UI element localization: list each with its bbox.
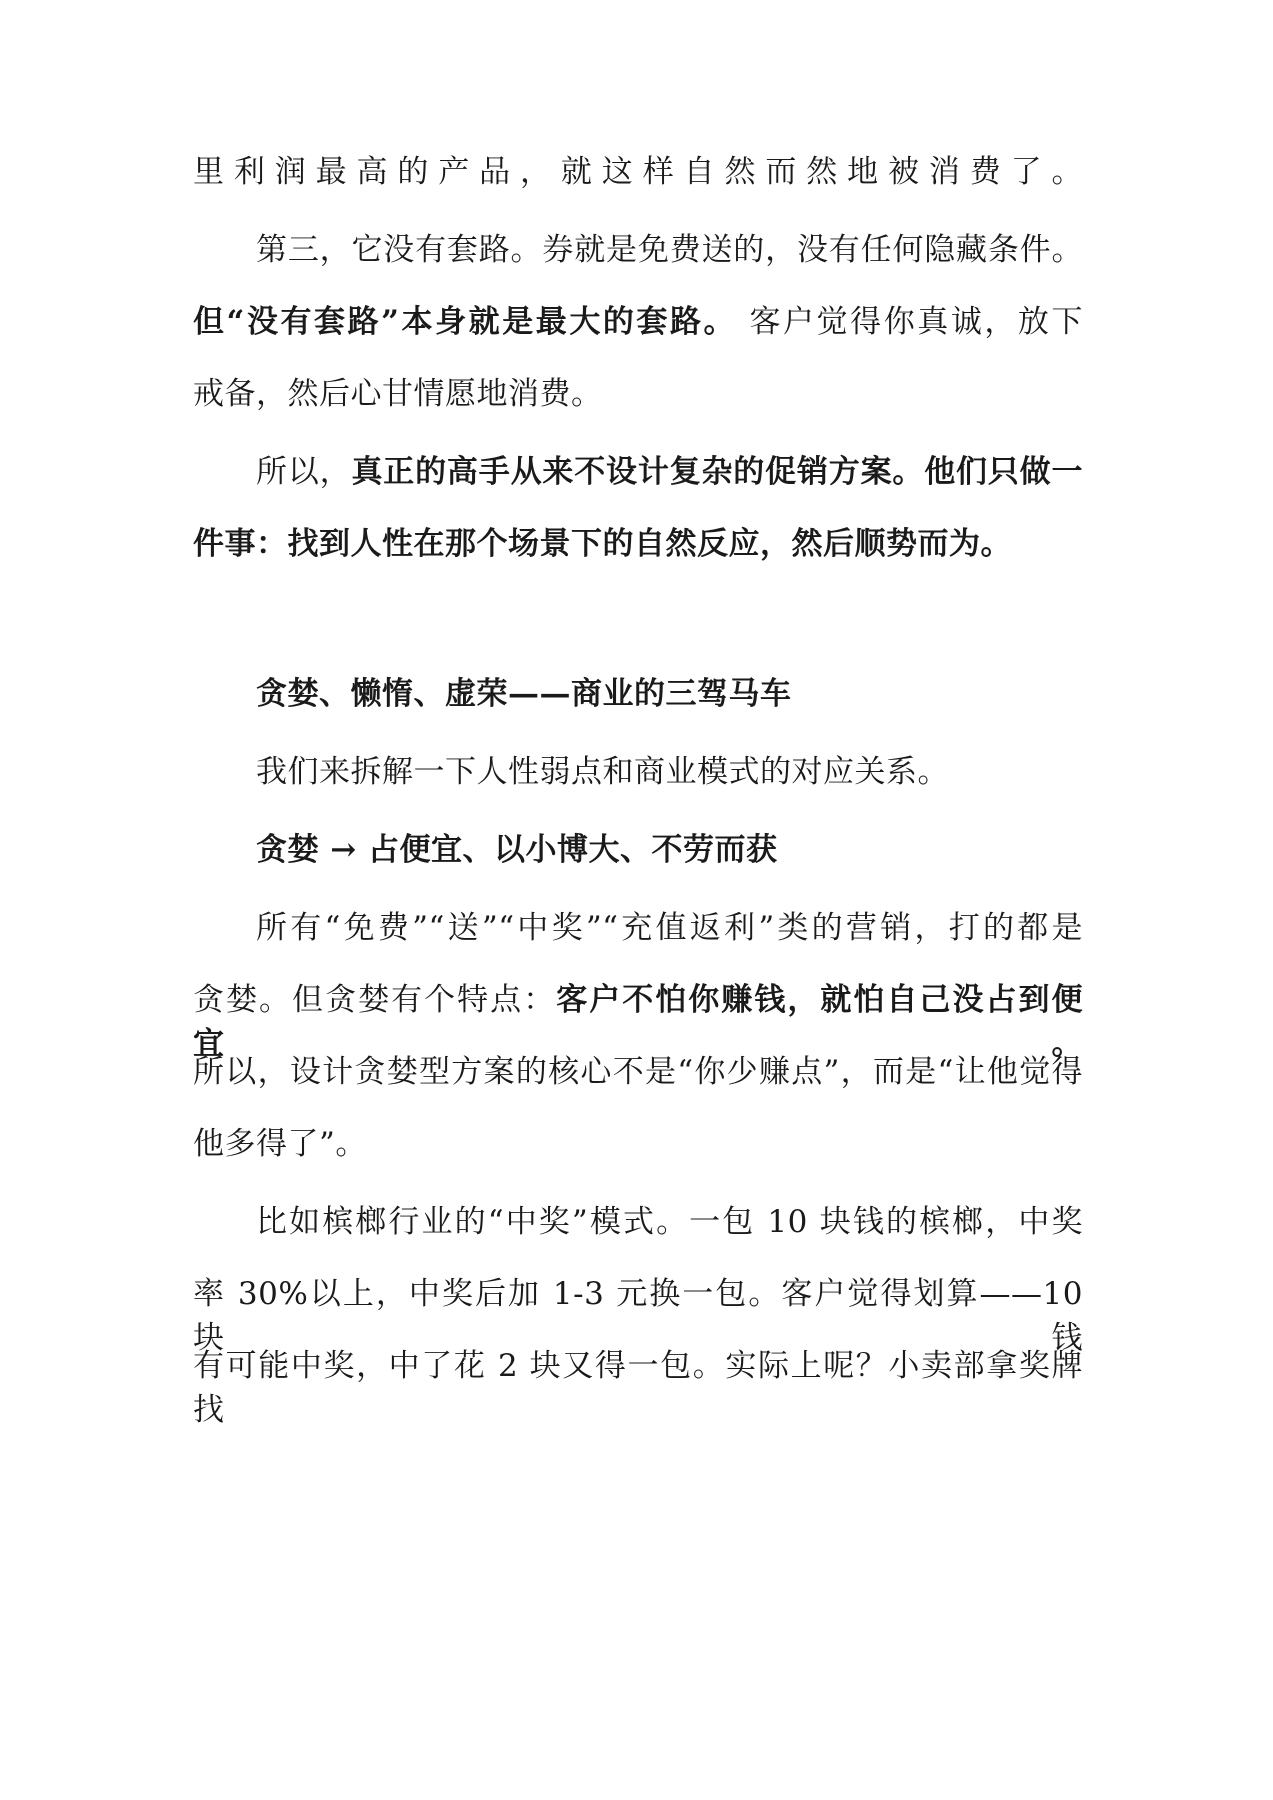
text-span: 第三，它没有套路。券就是免费送的，没有任何隐藏条件。 xyxy=(256,232,1083,268)
paragraph-line xyxy=(256,906,1083,950)
text-span: 戒备，然后心甘情愿地消费。 xyxy=(193,376,603,412)
paragraph-line xyxy=(256,1200,1083,1244)
paragraph-line xyxy=(193,372,1083,416)
paragraph-line xyxy=(193,1050,1083,1094)
text-span: 里利润最高的产品，就这样自然而然地被消费了。 xyxy=(193,154,1083,190)
paragraph-line xyxy=(193,978,1084,1062)
paragraph-line xyxy=(193,1122,1083,1166)
paragraph-line xyxy=(193,522,1083,566)
text-span: 率 30%以上，中奖后加 1-3 元换一包。客户觉得划算——10 块钱 xyxy=(193,1276,1083,1356)
text-span: 他多得了”。 xyxy=(193,1126,367,1162)
bold-text-span: 客户不怕你赚钱，就怕自己没占到便宜。 xyxy=(193,982,1084,1062)
subheading xyxy=(256,828,1083,872)
section-heading xyxy=(256,672,1083,716)
paragraph-line xyxy=(256,750,1083,794)
paragraph-line xyxy=(256,450,1083,494)
subheading-text: 贪婪 → 占便宜、以小博大、不劳而获 xyxy=(256,832,778,868)
text-span: 所以，设计贪婪型方案的核心不是“你少赚点”，而是“让他觉得 xyxy=(193,1054,1083,1090)
text-span: 所以， xyxy=(256,454,352,490)
text-span: 我们来拆解一下人性弱点和商业模式的对应关系。 xyxy=(256,754,949,790)
paragraph-line xyxy=(193,300,1083,344)
text-span: 客户觉得你真诚，放下 xyxy=(737,304,1083,340)
heading-text: 贪婪、懒惰、虚荣——商业的三驾马车 xyxy=(256,676,792,712)
paragraph-line xyxy=(193,1344,1083,1428)
bold-text-span: 件事：找到人性在那个场景下的自然反应，然后顺势而为。 xyxy=(193,526,1012,562)
bold-text-span: 真正的高手从来不设计复杂的促销方案。他们只做一 xyxy=(351,454,1084,490)
text-span: 比如槟榔行业的“中奖”模式。一包 10 块钱的槟榔，中奖 xyxy=(256,1204,1083,1240)
text-span: 所有“免费”“送”“中奖”“充值返利”类的营销，打的都是 xyxy=(256,910,1083,946)
paragraph-line xyxy=(193,150,1083,194)
text-span: 贪婪。但贪婪有个特点： xyxy=(193,982,557,1018)
bold-text-span: 但“没有套路”本身就是最大的套路。 xyxy=(193,304,738,340)
text-span: 有可能中奖，中了花 2 块又得一包。实际上呢？小卖部拿奖牌找 xyxy=(193,1348,1083,1428)
paragraph-line xyxy=(256,228,1083,272)
paragraph-line xyxy=(193,1272,1083,1356)
